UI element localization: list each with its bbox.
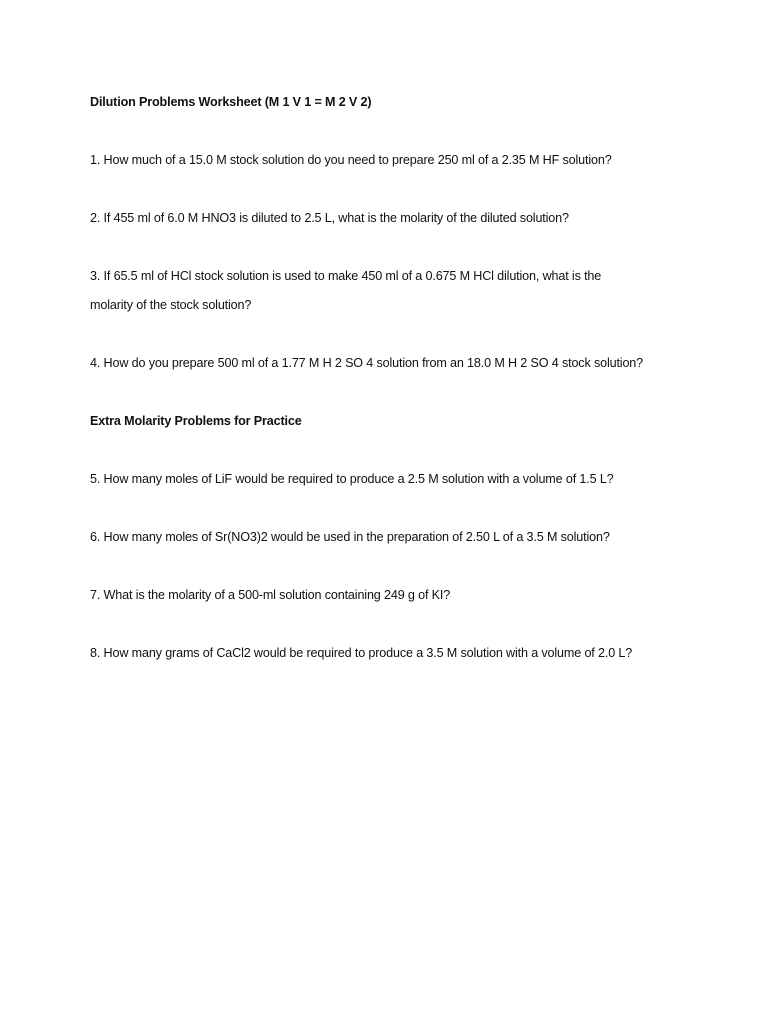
question-1: 1. How much of a 15.0 M stock solution do you need to prepare 250 ml of a 2.35 M HF solution? xyxy=(90,153,612,167)
question-6: 6. How many moles of Sr(NO3)2 would be used in the preparation of 2.50 L of a 3.5 M solution? xyxy=(90,530,610,544)
question-8: 8. How many grams of CaCl2 would be required to produce a 3.5 M solution with a volume of 2.0 L? xyxy=(90,646,633,660)
question-4: 4. How do you prepare 500 ml of a 1.77 M H 2 SO 4 solution from an 18.0 M H 2 SO 4 stock solution? xyxy=(90,356,644,370)
question-7: 7. What is the molarity of a 500-ml solution containing 249 g of KI? xyxy=(90,588,451,602)
question-5: 5. How many moles of LiF would be required to produce a 2.5 M solution with a volume of 1.5 L? xyxy=(90,472,614,486)
extra-problems-heading: Extra Molarity Problems for Practice xyxy=(90,414,302,428)
question-3-line-2: molarity of the stock solution? xyxy=(90,298,252,312)
question-3-line-1: 3. If 65.5 ml of HCl stock solution is used to make 450 ml of a 0.675 M HCl dilution, what is the xyxy=(90,269,602,283)
worksheet-title: Dilution Problems Worksheet (M 1 V 1 = M 2 V 2) xyxy=(90,95,372,109)
question-2: 2. If 455 ml of 6.0 M HNO3 is diluted to 2.5 L, what is the molarity of the diluted solution? xyxy=(90,211,569,225)
